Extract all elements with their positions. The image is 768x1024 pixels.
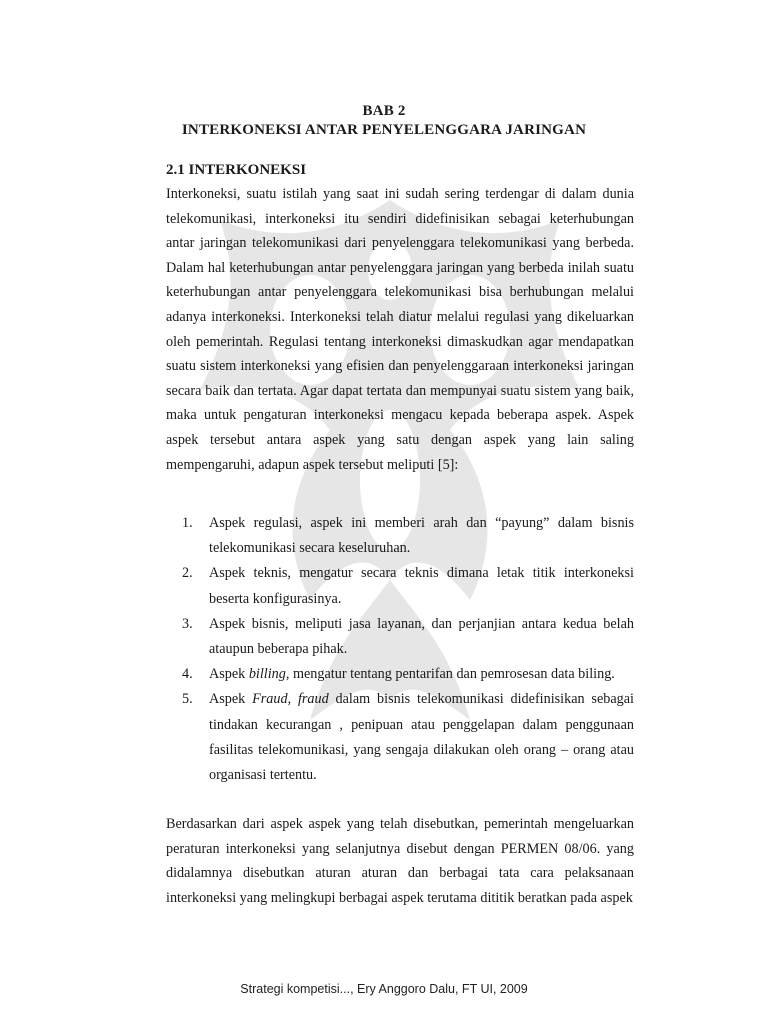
list-item bbox=[182, 511, 634, 561]
list-number: 1. bbox=[182, 515, 193, 531]
list-item-text: Aspek teknis, mengatur secara teknis dimana letak titik interkoneksi beserta konfigurasinya. bbox=[209, 565, 634, 607]
aspect-list bbox=[182, 511, 634, 788]
list-item-text-pre: Aspek bbox=[209, 666, 249, 683]
chapter-label: BAB 2 bbox=[362, 103, 406, 119]
section-heading: 2.1 INTERKONEKSI bbox=[166, 162, 307, 178]
intro-paragraph: Interkoneksi, suatu istilah yang saat ini sudah sering terdengar di dalam dunia telekomunikasi, interkoneksi itu sendiri didefinisikan sebagai keterhubungan antar jaringan telekomunikasi dari penyelenggara telekomunikasi yang berbeda. Dalam hal keterhubungan antar penyelenggara jaringan yang berbeda inilah suatu keterhubungan antar penyelenggara telekomunikasi bisa berhubungan melalui adanya interkoneksi. Interkoneksi telah diatur melalui regulasi yang dikeluarkan oleh pemerintah. Regulasi tentang interkoneksi dimaskudkan agar mendapatkan suatu sistem interkoneksi yang efisien dan penyelenggaraan interkoneksi jaringan secara baik dan tertata. Agar dapat tertata dan mempunyai suatu sistem yang baik, maka untuk pengaturan interkoneksi mengacu kepada beberapa aspek. Aspek aspek tersebut antara aspek yang satu dengan aspek yang lain saling mempengaruhi, adapun aspek tersebut meliputi [5]: bbox=[166, 186, 634, 473]
list-number: 2. bbox=[182, 565, 193, 582]
closing-paragraph: Berdasarkan dari aspek aspek yang telah disebutkan, pemerintah mengeluarkan peraturan interkoneksi yang selanjutnya disebut dengan PERMEN 08/06. yang didalamnya disebutkan aturan aturan dan berbagai tata cara pelaksanaan interkoneksi yang melingkupi berbagai aspek terutama dititik beratkan pada aspek bbox=[166, 816, 634, 906]
list-number: 4. bbox=[182, 666, 193, 683]
list-item-text-mid: , bbox=[287, 691, 298, 708]
list-number: 3. bbox=[182, 615, 193, 632]
page-footer: Strategi kompetisi..., Ery Anggoro Dalu, FT UI, 2009 bbox=[240, 982, 528, 996]
list-item-text-pre: Aspek bbox=[209, 691, 253, 708]
chapter-title: INTERKONEKSI ANTAR PENYELENGGARA JARINGAN bbox=[181, 122, 587, 138]
list-item bbox=[182, 612, 634, 662]
list-number: 5. bbox=[182, 691, 193, 708]
list-item-emphasis: billing bbox=[248, 666, 286, 683]
list-item bbox=[182, 662, 634, 687]
list-item bbox=[182, 687, 634, 788]
list-item-text-post: , mengatur tentang pentarifan dan pemrosesan data biling. bbox=[285, 666, 615, 683]
list-item-text: Aspek regulasi, aspek ini memberi arah dan “payung” dalam bisnis telekomunikasi secara keseluruhan. bbox=[209, 515, 634, 557]
list-item-text: Aspek bisnis, meliputi jasa layanan, dan perjanjian antara kedua belah ataupun beberapa pihak. bbox=[209, 615, 634, 658]
list-item bbox=[182, 561, 634, 611]
list-item-text-post: dalam bisnis telekomunikasi didefinisikan sebagai tindakan kecurangan , penipuan atau penggelapan dalam penggunaan fasilitas telekomunikasi, yang sengaja dilakukan oleh orang – orang atau organisasi tertentu. bbox=[209, 691, 634, 784]
list-item-emphasis: fraud bbox=[297, 691, 329, 708]
list-item-emphasis: Fraud bbox=[252, 691, 288, 708]
